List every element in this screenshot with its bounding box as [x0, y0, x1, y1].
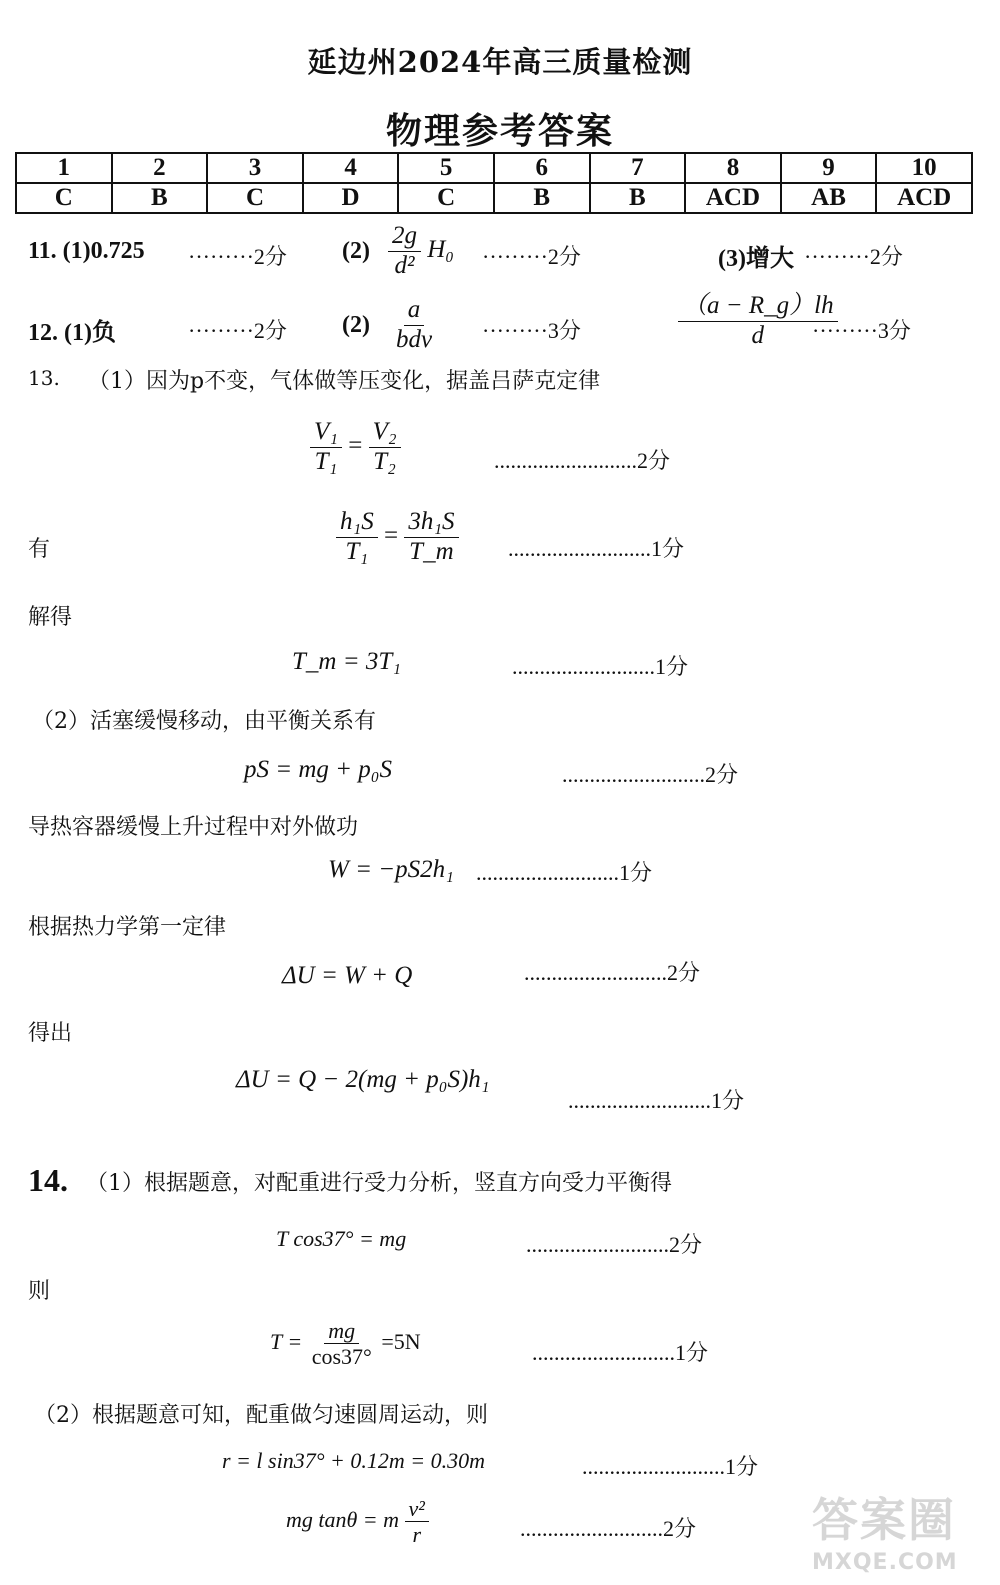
q11-part2-formula	[388, 222, 454, 281]
q13-points-eq3: ..........................1分	[512, 654, 689, 679]
watermark-site-text: MXQE.COM	[812, 1550, 958, 1575]
fraction	[388, 222, 421, 281]
fraction	[405, 1496, 429, 1548]
q14-eq-centripetal	[286, 1496, 429, 1548]
q13-points-eq5: ..........................1分	[476, 860, 653, 885]
q14-points-eq1: ..........................2分	[526, 1232, 703, 1257]
answer-cell: C	[207, 183, 303, 213]
answer-cell: D	[303, 183, 399, 213]
fraction-numerator: v²	[405, 1496, 429, 1522]
answer-cell: B	[590, 183, 686, 213]
fraction-numerator: h₁S	[336, 508, 378, 538]
q13-word-you: 有	[28, 537, 51, 562]
fraction-numerator: a	[404, 296, 425, 326]
answer-cell: C	[398, 183, 494, 213]
fraction-denominator: r	[412, 1522, 422, 1548]
q13-eq-balance: pS = mg + p₀S	[244, 756, 392, 783]
q13-part1-text: （1）因为p不变，气体做等压变化，据盖吕萨克定律	[88, 369, 601, 394]
q11-variable: H₀	[427, 235, 454, 263]
q14-points-eq2: ..........................1分	[532, 1340, 709, 1365]
answer-cell: AB	[781, 183, 877, 213]
fraction-numerator: 3h₁S	[404, 508, 458, 538]
answer-cell: B	[112, 183, 208, 213]
fraction	[369, 418, 401, 477]
q14-word-ze: 则	[28, 1279, 51, 1304]
q14-eq-radius: r = l sin37° + 0.12m = 0.30m	[222, 1448, 485, 1473]
question-number-cell: 9	[781, 153, 877, 183]
q14-eq-centripetal-lhs: mg tanθ = m	[286, 1506, 400, 1532]
q12-points-1: ·········2分	[188, 318, 287, 343]
question-number-cell: 10	[876, 153, 972, 183]
q11-points-1: ·········2分	[188, 244, 287, 269]
q13-work-text: 导热容器缓慢上升过程中对外做功	[28, 815, 359, 840]
question-number-cell: 5	[398, 153, 494, 183]
q14-eq-tension	[270, 1318, 421, 1370]
q14-eq-tension-rhs: =5N	[381, 1328, 421, 1354]
q14-points-eq4: ..........................2分	[520, 1516, 697, 1541]
q11-points-2: ·········2分	[482, 244, 581, 269]
question-number-cell: 3	[207, 153, 303, 183]
q14-part1-text: （1）根据题意，对配重进行受力分析，竖直方向受力平衡得	[86, 1171, 672, 1196]
q12-points-3: ·········3分	[812, 318, 911, 343]
q13-eq-internal-energy: ΔU = Q − 2(mg + p₀S)h₁	[236, 1066, 490, 1093]
q14-part2-text: （2）根据题意可知，配重做匀速圆周运动，则	[34, 1403, 488, 1428]
q13-points-eq7: ..........................1分	[568, 1088, 745, 1113]
q13-points-eq2: ..........................1分	[508, 536, 685, 561]
q13-points-eq1: ..........................2分	[494, 448, 671, 473]
fraction-denominator: T₁	[314, 447, 338, 475]
fraction	[310, 418, 342, 477]
question-number-cell: 8	[685, 153, 781, 183]
answer-cell: B	[494, 183, 590, 213]
answer-cell: ACD	[876, 183, 972, 213]
q13-part2-text: （2）活塞缓慢移动，由平衡关系有	[32, 709, 376, 734]
q12-part1: 12. (1)负	[28, 320, 116, 346]
q11-points-3: ·········2分	[804, 244, 903, 269]
q13-eq-work: W = −pS2h₁	[328, 856, 454, 883]
fraction	[392, 296, 436, 355]
fraction-denominator: d	[751, 321, 765, 349]
q13-word-dechu: 得出	[28, 1021, 73, 1046]
q11-part3: (3)增大	[718, 246, 794, 272]
q13-law-text: 根据热力学第一定律	[28, 915, 227, 940]
document-title: 延边州2024年高三质量检测	[307, 45, 693, 79]
question-number-cell: 4	[303, 153, 399, 183]
fraction-denominator: T₁	[345, 537, 369, 565]
fraction-denominator: T_m	[409, 537, 454, 565]
document-subtitle: 物理参考答案	[385, 110, 614, 152]
q13-eq-result-temp: T_m = 3T₁	[292, 648, 401, 675]
fraction	[404, 508, 458, 567]
q12-part2-label: (2)	[342, 312, 370, 338]
q14-eq-tension-lhs: T =	[270, 1328, 303, 1354]
q11-part1: 11. (1)0.725	[28, 238, 145, 264]
equals-sign: =	[383, 521, 399, 549]
equals-sign: =	[348, 431, 363, 459]
q13-points-eq6: ..........................2分	[524, 960, 701, 985]
answer-table	[15, 152, 973, 214]
answer-cell: C	[16, 183, 112, 213]
fraction-denominator: cos37°	[311, 1344, 372, 1370]
q14-number: 14.	[28, 1162, 68, 1198]
watermark-logo	[812, 1484, 958, 1575]
fraction-denominator: T₂	[373, 447, 396, 475]
q14-eq-vertical-balance: T cos37° = mg	[276, 1226, 407, 1251]
fraction	[336, 508, 378, 567]
answer-table-number-row	[16, 153, 972, 183]
answer-cell: ACD	[685, 183, 781, 213]
q11-part2-label: (2)	[342, 238, 370, 264]
q13-eq-gay-lussac	[310, 418, 401, 477]
fraction	[308, 1318, 376, 1370]
fraction-denominator: d²	[394, 251, 415, 279]
question-number-cell: 6	[494, 153, 590, 183]
question-number-cell: 7	[590, 153, 686, 183]
fraction-denominator: bdv	[396, 325, 433, 353]
q13-word-jiede: 解得	[28, 605, 73, 630]
q13-eq-height-ratio	[336, 508, 459, 567]
fraction-numerator: （a − R_g）lh	[678, 292, 838, 322]
q13-number: 13.	[28, 366, 60, 390]
watermark-logo-text: 答案圈	[812, 1493, 956, 1547]
fraction-numerator: V₂	[369, 418, 401, 448]
q13-eq-first-law: ΔU = W + Q	[282, 962, 413, 989]
q14-points-eq3: ..........................1分	[582, 1454, 759, 1479]
answer-table-answer-row	[16, 183, 972, 213]
question-number-cell: 2	[112, 153, 208, 183]
question-number-cell: 1	[16, 153, 112, 183]
fraction-numerator: V₁	[310, 418, 342, 448]
fraction-numerator: 2g	[388, 222, 421, 252]
q12-points-2: ·········3分	[482, 318, 581, 343]
q12-part2-formula	[392, 296, 436, 355]
fraction-numerator: mg	[324, 1318, 359, 1344]
q13-points-eq4: ..........................2分	[562, 762, 739, 787]
